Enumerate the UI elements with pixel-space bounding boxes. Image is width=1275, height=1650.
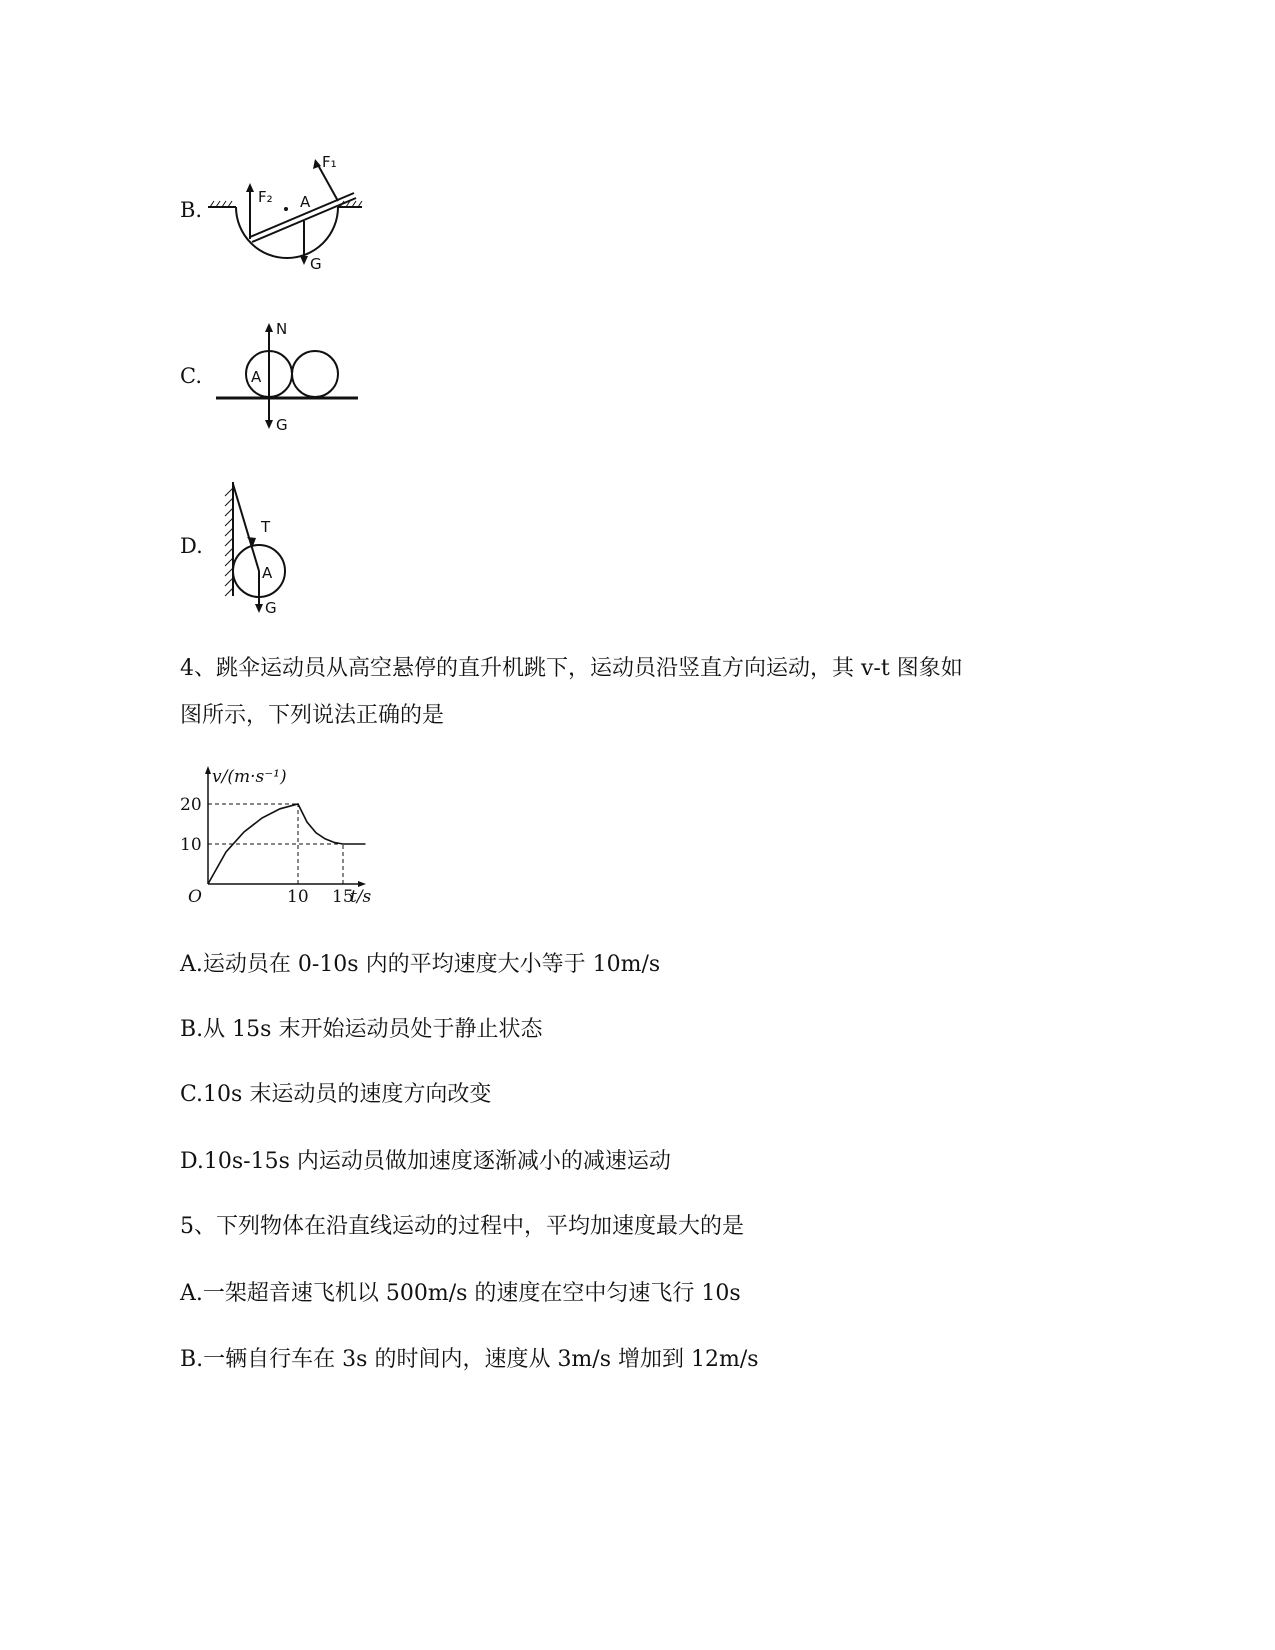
option-label: A. — [180, 1281, 203, 1306]
question-4-option-d — [180, 1147, 671, 1177]
question-4-option-c — [180, 1080, 491, 1110]
figure-c-diagram — [210, 318, 370, 438]
option-label: D. — [180, 1149, 204, 1174]
chart-xlabel: t/s — [350, 887, 372, 907]
option-text: 运动员在 0-10s 内的平均速度大小等于 10m/s — [202, 952, 661, 977]
chart-y-tick-label: 20 — [180, 795, 202, 815]
figure-d-weight-label: G — [265, 599, 277, 617]
figure-b-point-a-label: A — [300, 193, 311, 211]
question-4-option-b — [180, 1015, 542, 1045]
figure-d-option-label: D. — [180, 534, 203, 558]
question-4-stem-line-2: 图所示，下列说法正确的是 — [180, 703, 445, 728]
option-text: 从 15s 末开始运动员处于静止状态 — [203, 1017, 543, 1042]
option-label: A. — [180, 952, 203, 977]
chart-y-tick-label: 10 — [180, 835, 202, 855]
question-4-option-a — [180, 950, 660, 980]
figure-c-option-label: C. — [180, 364, 202, 388]
figure-c-point-a-label: A — [251, 368, 262, 386]
chart-ylabel: v/(m·s⁻¹) — [212, 767, 287, 787]
chart-origin-label: O — [188, 887, 202, 907]
option-label: C. — [180, 1082, 204, 1107]
figure-d-tension-label: T — [261, 518, 271, 536]
question-5-option-b — [180, 1345, 759, 1375]
option-text: 10s-15s 内运动员做加速度逐渐减小的减速运动 — [203, 1149, 671, 1174]
question-5-option-a — [180, 1279, 741, 1309]
chart-x-tick-label: 15 — [332, 887, 354, 907]
figure-b-weight-label: G — [310, 255, 322, 273]
figure-b-f2-label: F₂ — [258, 188, 273, 206]
figure-b-diagram — [200, 145, 380, 280]
question-4-stem-line-1: 4、跳伞运动员从高空悬停的直升机跳下，运动员沿竖直方向运动，其 v-t 图象如 — [180, 656, 963, 681]
figure-c-normal-label: N — [276, 320, 288, 338]
figure-b-f1-label: F₁ — [322, 153, 337, 171]
chart-y-axis-arrow — [205, 766, 211, 774]
option-text: 10s 末运动员的速度方向改变 — [203, 1082, 492, 1107]
figure-d-point-a-label: A — [262, 564, 273, 582]
option-text: 一辆自行车在 3s 的时间内，速度从 3m/s 增加到 12m/s — [203, 1347, 759, 1372]
option-label: B. — [180, 1347, 204, 1372]
vt-chart — [178, 760, 398, 910]
option-label: B. — [180, 1017, 204, 1042]
figure-b-option-label: B. — [180, 198, 203, 222]
question-5-stem-line-1: 5、下列物体在沿直线运动的过程中，平均加速度最大的是 — [180, 1214, 744, 1239]
figure-d-diagram — [205, 478, 315, 618]
chart-x-tick-label: 10 — [287, 887, 309, 907]
option-text: 一架超音速飞机以 500m/s 的速度在空中匀速飞行 10s — [202, 1281, 741, 1306]
figure-c-weight-label: G — [276, 416, 288, 434]
